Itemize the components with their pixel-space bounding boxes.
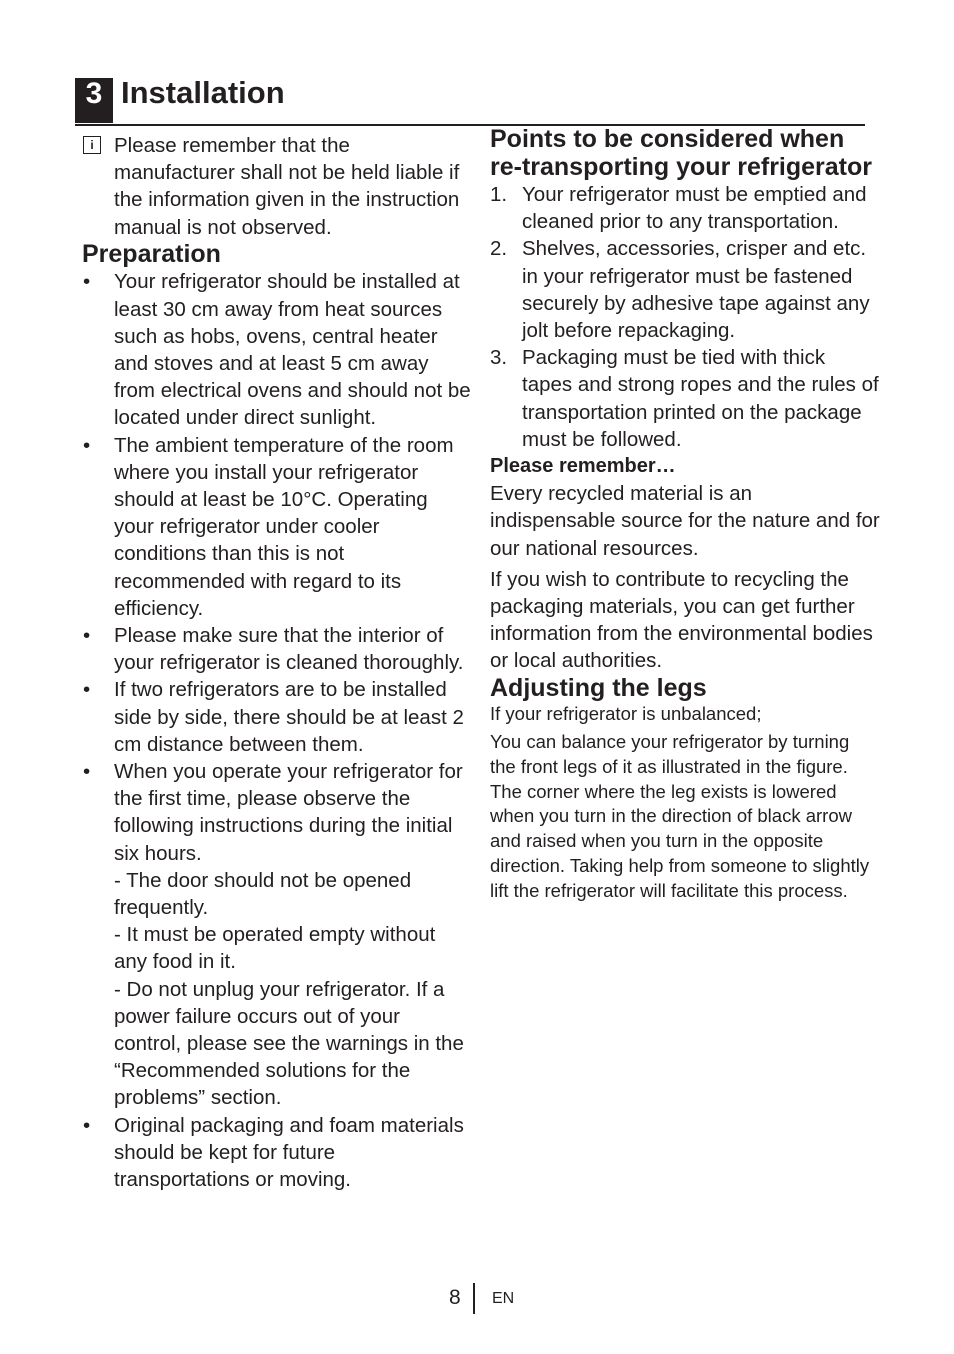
step-number: 3. <box>490 346 508 370</box>
list-item-text: Your refrigerator should be installed at least 30 cm away from heat sources such as hobs, ovens, central heater and stoves and at least 5 cm away from electrical ovens and should not be located under direct sunlight. <box>114 270 471 430</box>
list-item <box>82 676 472 758</box>
retransport-list <box>490 181 880 453</box>
list-item-text: Shelves, accessories, crisper and etc. in your refrigerator must be fastened securely by adhesive tape against any jolt before repackaging. <box>522 237 870 343</box>
list-item-text: Original packaging and foam materials should be kept for future transportations or moving. <box>114 1113 464 1192</box>
right-column <box>490 126 880 904</box>
footer-divider <box>473 1283 475 1314</box>
list-item <box>82 622 472 676</box>
list-item <box>82 758 472 1112</box>
page-number: 8 <box>449 1286 461 1309</box>
list-item <box>82 1112 472 1194</box>
preparation-list <box>82 268 472 1193</box>
liability-note <box>82 132 472 241</box>
step-number: 1. <box>490 183 508 206</box>
list-item <box>490 235 880 344</box>
list-item-text: Packaging must be tied with thick tapes and strong ropes and the rules of transportation printed on the package must be followed. <box>522 346 879 451</box>
sub-instruction: - Do not unplug your refrigerator. If a power failure occurs out of your control, please see the warnings in the “Recommended solutions for the problems” section. <box>114 977 464 1110</box>
legs-intro: If your refrigerator is unbalanced; <box>490 703 762 725</box>
remember-title: Please remember… <box>490 455 676 478</box>
list-item-text: When you operate your refrigerator for the first time, please observe the following instructions during the initial six hours. <box>114 759 463 865</box>
section-title-preparation: Preparation <box>82 239 221 268</box>
bullet-icon: • <box>83 759 91 783</box>
section-title-legs: Adjusting the legs <box>490 673 707 702</box>
list-item <box>82 432 472 622</box>
left-column <box>82 132 472 1193</box>
bullet-icon: • <box>83 678 91 702</box>
bullet-icon: • <box>83 623 91 647</box>
language-code: EN <box>492 1290 515 1307</box>
remember-paragraph: Every recycled material is an indispensable source for the nature and for our national resources. <box>490 482 880 560</box>
note-text: Please remember that the manufacturer shall not be held liable if the information given in the instruction manual is not observed. <box>114 134 460 239</box>
step-number: 2. <box>490 237 508 261</box>
list-item <box>490 344 880 453</box>
list-item <box>82 268 472 431</box>
section-title-retransport: Points to be considered when re-transporting your refrigerator <box>490 125 873 181</box>
bullet-icon: • <box>83 1113 91 1137</box>
list-item-text: Please make sure that the interior of your refrigerator is cleaned thoroughly. <box>114 623 464 675</box>
bullet-icon: • <box>83 270 91 294</box>
info-icon: i <box>83 136 101 154</box>
chapter-header <box>75 75 865 126</box>
list-item <box>490 181 880 235</box>
list-item-text: Your refrigerator must be emptied and cleaned prior to any transportation. <box>522 183 867 234</box>
recycling-paragraph: If you wish to contribute to recycling the packaging materials, you can get further information from the environmental bodies or local authorities. <box>490 567 873 673</box>
legs-paragraph: You can balance your refrigerator by turning the front legs of it as illustrated in the figure. The corner where the leg exists is lowered when you turn in the direction of black arrow and raised when you turn in the opposite direction. Taking help from someone to slightly lift the refrigerator will facilitate this process. <box>490 730 870 901</box>
list-item-text: If two refrigerators are to be installed side by side, there should be at least 2 cm distance between them. <box>114 678 464 756</box>
bullet-icon: • <box>83 433 91 457</box>
sub-instruction: - It must be operated empty without any food in it. <box>114 923 436 974</box>
chapter-number: 3 <box>75 78 113 123</box>
list-item-text: The ambient temperature of the room where you install your refrigerator should at least be 10°C. Operating your refrigerator under cooler conditions than this is not recommended with regard to its efficiency. <box>114 433 454 620</box>
sub-instruction: - The door should not be opened frequently. <box>114 868 412 919</box>
chapter-title: Installation <box>121 75 285 110</box>
